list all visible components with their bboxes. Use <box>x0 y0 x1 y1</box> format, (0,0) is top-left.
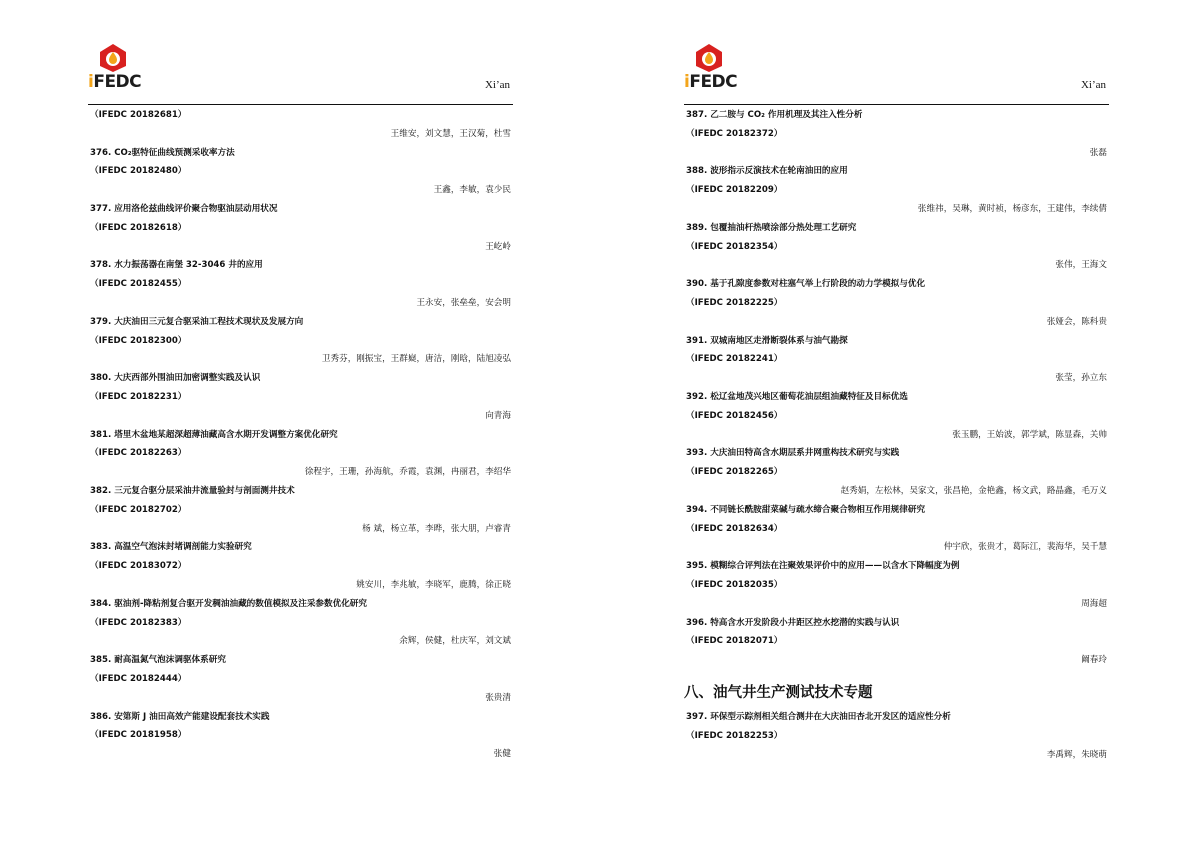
paper-code: （IFEDC 20182480） <box>90 166 187 177</box>
paper-entry <box>686 106 1107 162</box>
paper-entry <box>686 614 1107 670</box>
paper-title: 383. 高温空气泡沫封堵调剖能力实验研究 <box>90 542 252 553</box>
paper-entry <box>90 144 511 200</box>
paper-entry <box>686 388 1107 444</box>
header-rule <box>684 104 1109 105</box>
header-city: Xi’an <box>484 79 510 91</box>
paper-authors: 徐程宇，王珊，孙海航，乔霞，袁渊，冉丽君，李绍华 <box>304 467 511 478</box>
paper-authors: 杨 斌，杨立革，李晔，张大朋，卢睿青 <box>362 523 511 534</box>
paper-entry <box>686 219 1107 275</box>
paper-authors: 仲宇欣，张贵才，葛际江，裴海华，吴千慧 <box>943 542 1107 553</box>
paper-code: （IFEDC 20182444） <box>90 673 187 684</box>
paper-authors: 阚春玲 <box>1081 655 1107 666</box>
paper-entry <box>686 501 1107 557</box>
paper-entry <box>90 200 511 256</box>
paper-authors: 张磊 <box>1089 147 1107 158</box>
paper-authors: 张健 <box>493 749 511 760</box>
paper-title: 393. 大庆油田特高含水期层系井网重构技术研究与实践 <box>686 448 900 459</box>
ifedc-logo <box>88 44 148 92</box>
paper-title: 389. 包覆抽油杆热喷涂部分热处理工艺研究 <box>686 222 857 233</box>
paper-entry <box>90 651 511 707</box>
paper-title: 379. 大庆油田三元复合驱采油工程技术现状及发展方向 <box>90 316 304 327</box>
paper-code: （IFEDC 20182231） <box>90 391 187 402</box>
paper-title: 388. 波形指示反演技术在轮南油田的应用 <box>686 166 848 177</box>
paper-code: （IFEDC 20182225） <box>686 297 783 308</box>
paper-title: 387. 乙二胺与 CO₂ 作用机理及其注入性分析 <box>686 110 863 120</box>
paper-code: （IFEDC 20182456） <box>686 410 783 421</box>
paper-authors: 张维祎，吴琳，黄时祯，杨彦东，王建伟，李续倩 <box>917 203 1107 214</box>
header-rule <box>88 104 513 105</box>
paper-title: 377. 应用洛伦兹曲线评价聚合物驱油层动用状况 <box>90 203 278 214</box>
paper-code: （IFEDC 20182263） <box>90 448 187 459</box>
paper-entry <box>686 708 1107 764</box>
paper-authors: 张伟，王海文 <box>1055 260 1107 271</box>
paper-entry <box>686 332 1107 388</box>
paper-title: 385. 耐高温氮气泡沫调驱体系研究 <box>90 655 226 666</box>
logo-text: iFEDC <box>684 72 738 92</box>
paper-entry <box>90 538 511 594</box>
paper-authors: 张玉鹏，王始波，郭学斌，陈显森，关帅 <box>952 429 1107 440</box>
paper-title: 395. 模糊综合评判法在注聚效果评价中的应用——以含水下降幅度为例 <box>686 561 960 572</box>
paper-title: 384. 驱油剂-降粘剂复合驱开发稠油油藏的数值模拟及注采参数优化研究 <box>90 598 367 609</box>
paper-code: （IFEDC 20182354） <box>686 241 783 252</box>
paper-code: （IFEDC 20182681） <box>90 110 187 120</box>
ifedc-logo <box>684 44 744 92</box>
paper-authors: 王永安，张垒垒，安会明 <box>416 297 511 308</box>
paper-entry <box>686 275 1107 331</box>
paper-code: （IFEDC 20182634） <box>686 523 783 534</box>
paper-code: （IFEDC 20182702） <box>90 504 187 515</box>
paper-authors: 姚安川，李兆敏，李晓军，鹿腾，徐正晓 <box>356 579 511 590</box>
paper-authors: 张贵清 <box>485 692 511 703</box>
header-city: Xi’an <box>1080 79 1106 91</box>
paper-title: 397. 环保型示踪剂相关组合测井在大庆油田杏北开发区的适应性分析 <box>686 711 951 722</box>
paper-authors: 赵秀娟，左松林，吴家文，张昌艳，金艳鑫，杨文武，路晶鑫，毛万义 <box>840 485 1107 496</box>
paper-code: （IFEDC 20182372） <box>686 128 783 139</box>
paper-authors: 余辉，侯健，杜庆军，刘文斌 <box>399 636 511 647</box>
paper-title: 380. 大庆西部外围油田加密调整实践及认识 <box>90 373 261 384</box>
paper-entry <box>90 426 511 482</box>
paper-entry <box>686 162 1107 218</box>
paper-entry <box>90 369 511 425</box>
paper-code: （IFEDC 20182618） <box>90 222 187 233</box>
paper-entry <box>90 106 511 144</box>
paper-code: （IFEDC 20182265） <box>686 467 783 478</box>
paper-title: 394. 不同链长酰胺甜菜碱与疏水缔合聚合物相互作用规律研究 <box>686 504 926 515</box>
entry-list <box>90 106 511 764</box>
paper-entry <box>90 482 511 538</box>
paper-title: 376. CO₂驱特征曲线预测采收率方法 <box>90 147 235 158</box>
paper-code: （IFEDC 20182383） <box>90 617 187 628</box>
paper-authors: 张娅会，陈科贵 <box>1046 316 1107 327</box>
oil-drop-icon <box>696 44 722 72</box>
paper-code: （IFEDC 20182035） <box>686 579 783 590</box>
paper-title: 396. 特高含水开发阶段小井距区控水挖潜的实践与认识 <box>686 617 900 628</box>
paper-title: 390. 基于孔隙度参数对柱塞气举上行阶段的动力学模拟与优化 <box>686 279 926 290</box>
paper-title: 391. 双城南地区走滑断裂体系与油气勘探 <box>686 335 848 346</box>
section-heading: 八、油气井生产测试技术专题 <box>684 684 873 701</box>
right-page <box>596 0 1192 842</box>
paper-code: （IFEDC 20182209） <box>686 185 783 196</box>
oil-drop-icon <box>100 44 126 72</box>
paper-title: 386. 安第斯 J 油田高效产能建设配套技术实践 <box>90 711 270 722</box>
paper-authors: 王鑫，李敏，袁少民 <box>433 185 511 196</box>
paper-entry <box>686 557 1107 613</box>
paper-code: （IFEDC 20182300） <box>90 335 187 346</box>
paper-entry <box>686 444 1107 500</box>
paper-authors: 卫秀芬，刚振宝，王群嶷，唐洁，刚晗，陆旭凌弘 <box>321 354 511 365</box>
paper-authors: 李禹辉，朱晓萌 <box>1046 749 1107 760</box>
paper-entry <box>90 313 511 369</box>
paper-title: 382. 三元复合驱分层采油井流量验封与剖面测井技术 <box>90 485 295 496</box>
paper-authors: 王屹岭 <box>485 241 511 252</box>
paper-authors: 张莹，孙立东 <box>1055 373 1107 384</box>
paper-code: （IFEDC 20182455） <box>90 279 187 290</box>
paper-authors: 向青海 <box>485 410 511 421</box>
paper-title: 381. 塔里木盆地某超深超薄油藏高含水期开发调整方案优化研究 <box>90 429 338 440</box>
paper-authors: 王维安，刘文慧，王汉菊，杜雪 <box>390 128 511 139</box>
paper-entry <box>90 256 511 312</box>
paper-entry <box>90 708 511 764</box>
paper-authors: 周海超 <box>1081 598 1107 609</box>
paper-code: （IFEDC 20183072） <box>90 561 187 572</box>
paper-title: 378. 水力振荡器在南堡 32-3046 井的应用 <box>90 260 263 271</box>
paper-code: （IFEDC 20181958） <box>90 730 187 741</box>
entry-list <box>686 106 1107 764</box>
paper-code: （IFEDC 20182241） <box>686 354 783 365</box>
logo-text: iFEDC <box>88 72 142 92</box>
paper-entry <box>90 595 511 651</box>
paper-title: 392. 松辽盆地茂兴地区葡萄花油层组油藏特征及目标优选 <box>686 391 908 402</box>
paper-code: （IFEDC 20182071） <box>686 636 783 647</box>
paper-code: （IFEDC 20182253） <box>686 730 783 741</box>
